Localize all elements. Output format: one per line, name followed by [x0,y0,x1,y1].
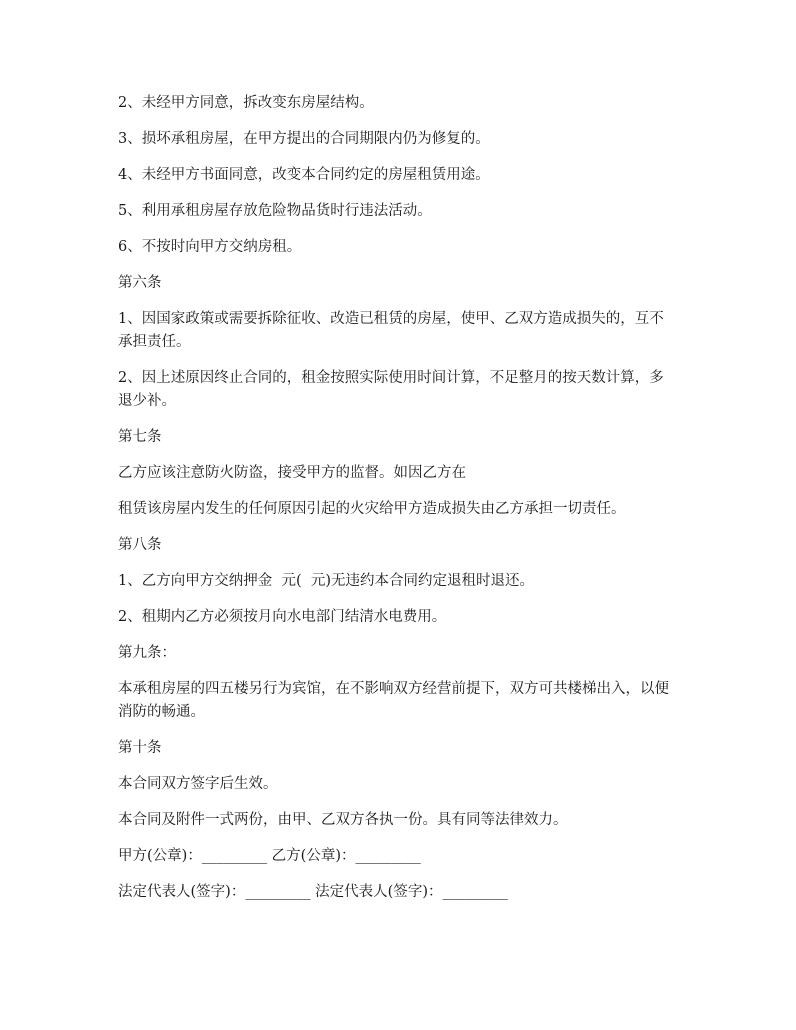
clause-6: 6、不按时向甲方交纳房租。 [118,239,302,255]
article-10-body-1: 本合同双方签字后生效。 [118,776,278,792]
article-7-line-2: 租赁该房屋内发生的任何原因引起的火灾给甲方造成损失由乙方承担一切责任。 [118,501,626,517]
article-10-body-2: 本合同及附件一式两份，由甲、乙双方各执一份。具有同等法律效力。 [118,812,568,828]
article-6-item-2: 2、因上述原因终止合同的，租金按照实际使用时间计算，不足整月的按天数计算，多退少补。 [118,370,664,409]
article-7-line-1: 乙方应该注意防火防盗，接受甲方的监督。如因乙方在 [118,465,466,481]
article-6-heading: 第六条 [118,275,162,291]
document-page [118,92,678,917]
clause-2: 2、未经甲方同意，拆改变东房屋结构。 [118,95,374,111]
article-9-body: 本承租房屋的四五楼另行为宾馆，在不影响双方经营前提下，双方可共楼梯出入，以便消防的畅通。 [118,681,669,720]
article-8-heading: 第八条 [118,537,162,553]
clause-4: 4、未经甲方书面同意，改变本合同约定的房屋租赁用途。 [118,167,490,183]
clause-3: 3、损坏承租房屋，在甲方提出的合同期限内仍为修复的。 [118,131,490,147]
article-6-item-1: 1、因国家政策或需要拆除征收、改造已租赁的房屋，使甲、乙双方造成损失的，互不承担责任。 [118,311,664,350]
article-8-item-2: 2、租期内乙方必须按月向水电部门结清水电费用。 [118,609,447,625]
clause-5: 5、利用承租房屋存放危险物品货时行违法活动。 [118,203,432,219]
seal-line: 甲方(公章)：_________ 乙方(公章)：_________ [118,848,421,864]
article-7-heading: 第七条 [118,429,162,445]
article-10-heading: 第十条 [118,740,162,756]
article-9-heading: 第九条： [118,645,176,661]
article-8-item-1: 1、乙方向甲方交纳押金 元( 元)无违约本合同约定退租时退还。 [118,573,534,589]
signature-line: 法定代表人(签字)：_________ 法定代表人(签字)：_________ [118,884,508,900]
